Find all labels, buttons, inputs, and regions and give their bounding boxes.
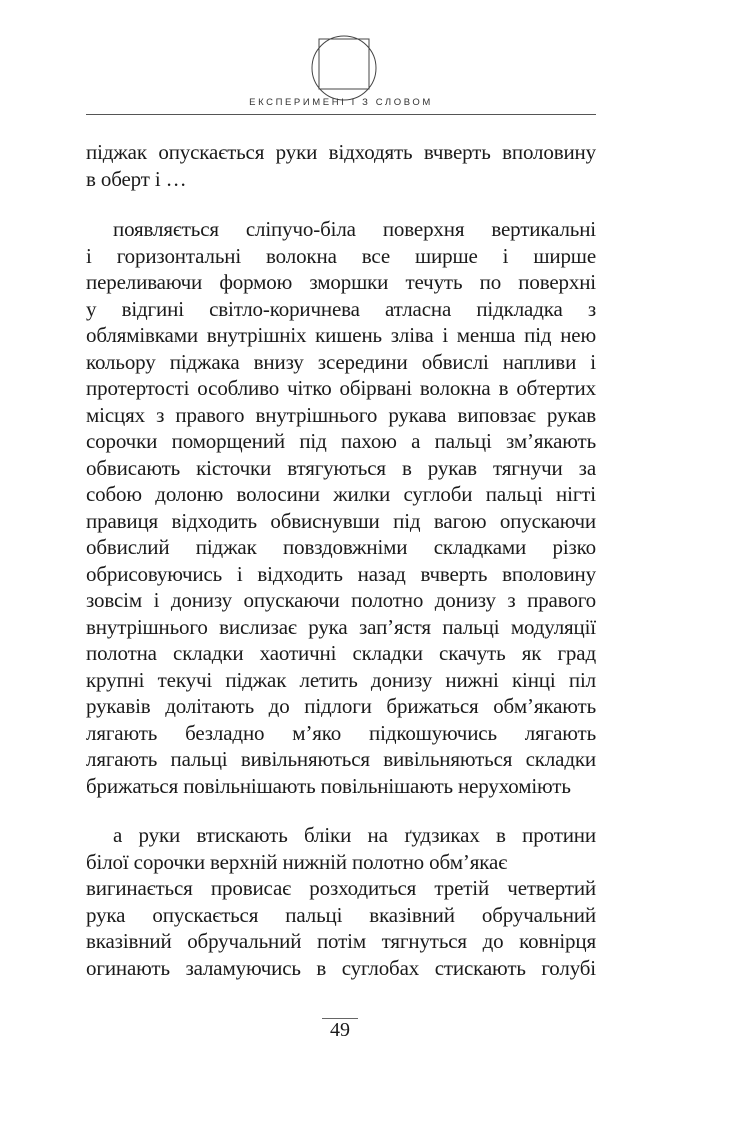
text-line: обвисають кісточки втягуються в рукав тягнучи за — [86, 455, 596, 480]
text-line: у відгині світло-коричнева атласна підкладка з — [86, 296, 596, 321]
text-line: протертості особливо чітко обірвані волокна в обтертих — [86, 376, 596, 400]
paragraph-3 — [86, 822, 596, 981]
logo-emblem-icon — [309, 33, 379, 103]
text-line: лягають пальці вивільняються вивільняються складки — [86, 747, 596, 771]
text-line: появляється сліпучо-біла поверхня вертикальні — [113, 217, 596, 241]
text-line: собою долоню волосини жилки суглоби пальці нігті — [86, 482, 596, 506]
text-line: і горизонтальні волокна все ширше і ширше — [86, 243, 596, 268]
text-line: вказівний обручальний потім тягнуться до ковнірця — [86, 929, 596, 953]
text-line: переливаючи формою зморшки течуть по поверхні — [86, 270, 596, 294]
text-line: а руки втискають бліки на ґудзиках в протини — [113, 823, 596, 847]
paragraph-1 — [86, 139, 596, 192]
text-line: місцях з правого внутрішнього рукава виповзає рукав — [86, 402, 596, 427]
running-header: ЕКСПЕРИМЕНІ І З СЛОВОМ — [249, 97, 433, 108]
text-line: внутрішнього вислизає рука зап’ястя пальці модуляції — [86, 614, 596, 639]
paragraph-2 — [86, 216, 596, 799]
text-line: рука опускається пальці вказівний обручальний — [86, 902, 596, 927]
text-line: зовсім і донизу опускаючи полотно донизу з правого — [86, 588, 596, 612]
text-line: білої сорочки верхній нижній полотно обм’якає — [86, 849, 508, 874]
text-line: кольору піджака внизу зсередини обвислі напливи і — [86, 349, 596, 374]
text-line: огинають заламуючись в суглобах стискають голубі — [86, 955, 596, 980]
text-line: вигинається провисає розходиться третій четвертий — [86, 876, 596, 900]
text-line: в оберт і … — [86, 166, 187, 191]
text-line: брижаться повільнішають повільнішають нерухоміють — [86, 773, 571, 798]
header-rule — [86, 114, 596, 115]
text-line: обрисовуючись і відходить назад вчверть вполовину — [86, 561, 596, 586]
text-line: лягають безладно м’яко підкошуючись лягають — [86, 720, 596, 745]
text-line: облямівками внутрішніх кишень зліва і менша під нею — [86, 323, 596, 347]
page-number: 49 — [330, 1019, 350, 1041]
text-line: полотна складки хаотичні складки скачуть як град — [86, 641, 596, 665]
text-line: правиця відходить обвиснувши під вагою опускаючи — [86, 508, 596, 533]
text-line: піджак опускається руки відходять вчверть вполовину — [86, 140, 596, 164]
text-line: крупні текучі піджак летить донизу нижні кінці піл — [86, 667, 596, 692]
text-line: сорочки поморщений під пахою а пальці зм’якають — [86, 429, 596, 453]
text-line: рукавів долітають до підлоги брижаться обм’якають — [86, 694, 596, 718]
text-line: обвислий піджак повздовжніми складками різко — [86, 535, 596, 559]
